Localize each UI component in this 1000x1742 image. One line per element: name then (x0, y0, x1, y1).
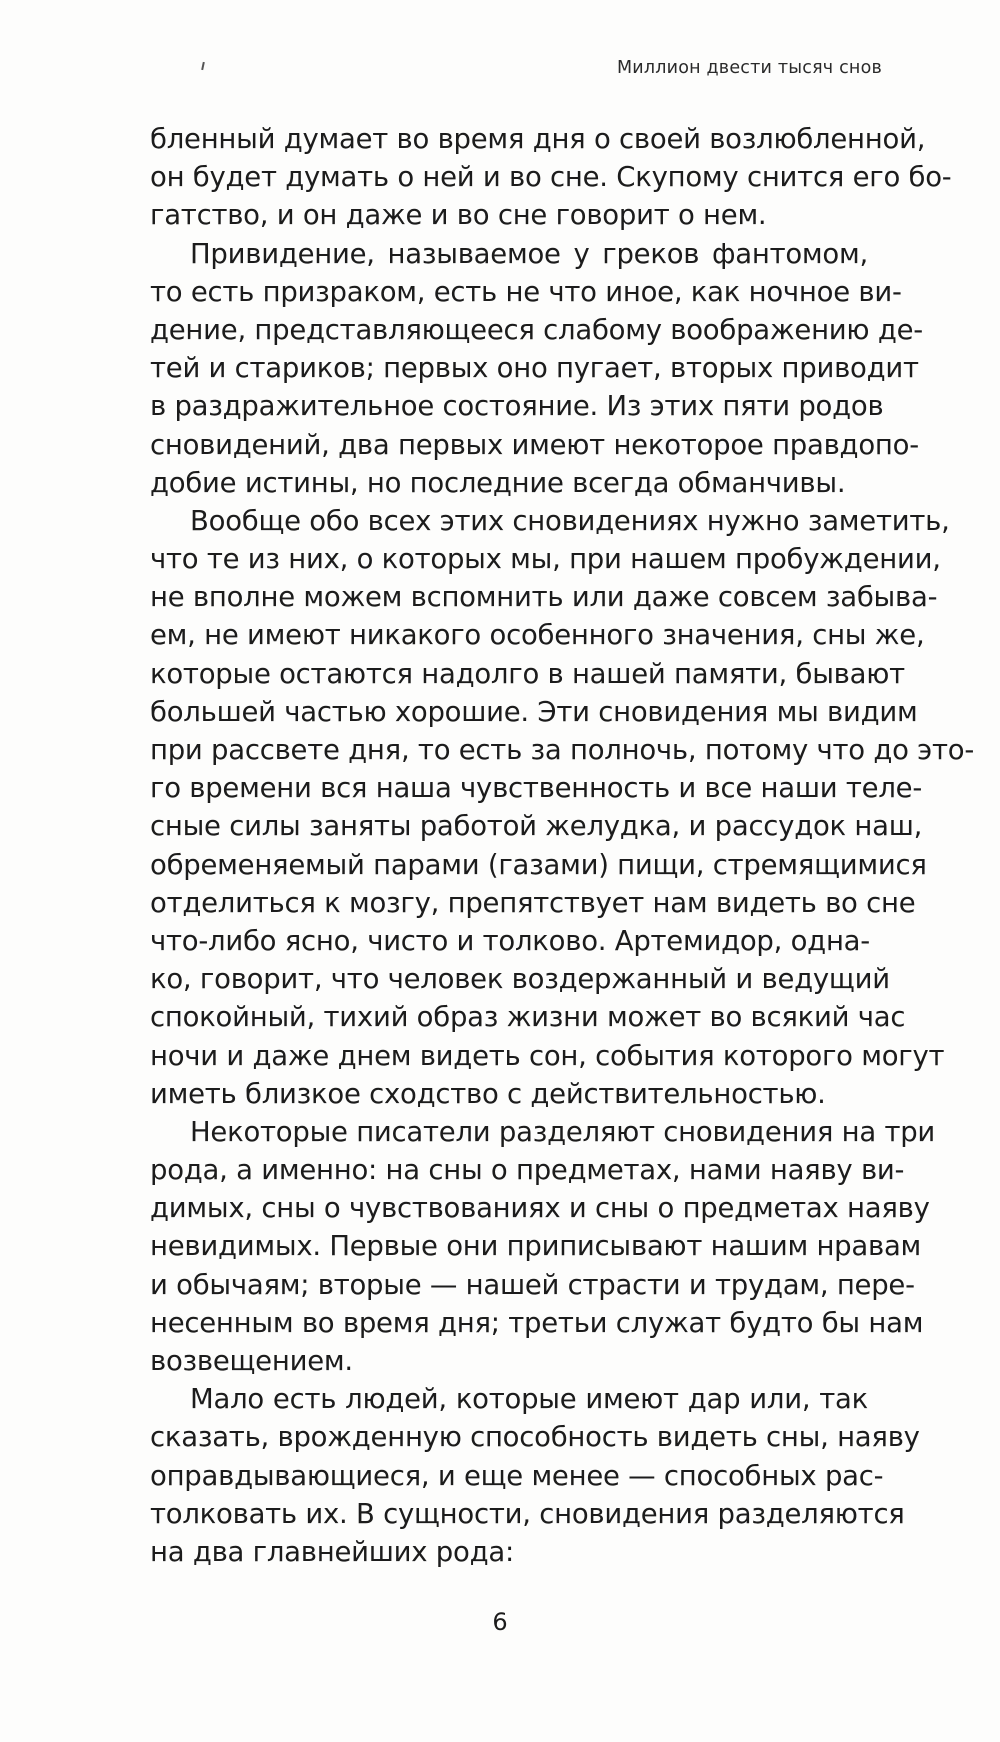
text-line: что-либо ясно, чисто и толково. Артемидор, одна- (150, 924, 870, 957)
text-line: при рассвете дня, то есть за полночь, потому что до это- (150, 734, 975, 766)
text-line: он будет думать о ней и во сне. Скупому снится его бо- (150, 161, 952, 194)
text-line: ем, не имеют никакого особенного значения, сны же, (150, 619, 925, 652)
body-text (150, 120, 975, 1571)
text-line: обременяемый парами (газами) пищи, стремящимися (150, 848, 927, 881)
text-line: дение, представляющееся слабому воображению де- (150, 313, 923, 346)
text-line: димых, сны о чувствованиях и сны о предметах наяву (150, 1192, 930, 1225)
text-line: большей частью хорошие. Эти сновидения мы видим (150, 695, 918, 728)
text-line: то есть призраком, есть не что иное, как ночное ви- (150, 275, 902, 308)
text-line: отделиться к мозгу, препятствует нам видеть во сне (150, 886, 916, 919)
paragraph-first-line: Некоторые писатели разделяют сновидения на три (190, 1115, 936, 1148)
text-line: сные силы заняты работой желудка, и рассудок наш, (150, 810, 923, 843)
text-line: ко, говорит, что человек воздержанный и ведущий (150, 963, 890, 996)
text-line: несенным во время дня; третьи служат будто бы нам (150, 1306, 924, 1339)
text-line: возвещением. (150, 1345, 353, 1377)
text-line: го времени вся наша чувственность и все наши теле- (150, 772, 922, 805)
page-number: 6 (492, 1608, 508, 1636)
text-line: и обычаям; вторые — нашей страсти и трудам, пере- (150, 1268, 915, 1301)
text-line: оправдывающиеся, и еще менее — способных рас- (150, 1459, 884, 1492)
text-line: тей и стариков; первых оно пугает, вторых приводит (150, 352, 919, 385)
text-line: гатство, и он даже и во сне говорит о нем. (150, 199, 767, 232)
text-line: спокойный, тихий образ жизни может во всякий час (150, 1001, 906, 1034)
text-line: что те из них, о которых мы, при нашем пробуждении, (150, 543, 941, 576)
print-speck (201, 62, 205, 70)
running-header-title: Миллион двести тысяч снов (616, 58, 882, 78)
text-line: невидимых. Первые они приписывают нашим нравам (150, 1230, 922, 1263)
text-line: в раздражительное состояние. Из этих пяти родов (150, 390, 884, 423)
paragraph-first-line: Мало есть людей, которые имеют дар или, так (190, 1383, 868, 1416)
text-line: не вполне можем вспомнить или даже совсем забыва- (150, 581, 938, 614)
paragraph-first-line: Вообще обо всех этих сновидениях нужно заметить, (190, 504, 950, 537)
paragraph-first-line: Привидение, называемое у греков фантомом, (190, 237, 868, 270)
text-line: которые остаются надолго в нашей памяти, бывают (150, 657, 905, 690)
text-line: на два главнейших рода: (150, 1535, 514, 1568)
text-line: добие истины, но последние всегда обманчивы. (150, 466, 846, 499)
text-line: ночи и даже днем видеть сон, события которого могут (150, 1039, 945, 1072)
text-line: иметь близкое сходство с действительностью. (150, 1077, 826, 1110)
text-line: рода, а именно: на сны о предметах, нами наяву ви- (150, 1154, 905, 1187)
text-line: толковать их. В сущности, сновидения разделяются (150, 1497, 905, 1530)
text-line: сновидений, два первых имеют некоторое правдопо- (150, 428, 919, 461)
text-line: сказать, врожденную способность видеть сны, наяву (150, 1421, 920, 1454)
text-line: бленный думает во время дня о своей возлюбленной, (150, 123, 926, 155)
